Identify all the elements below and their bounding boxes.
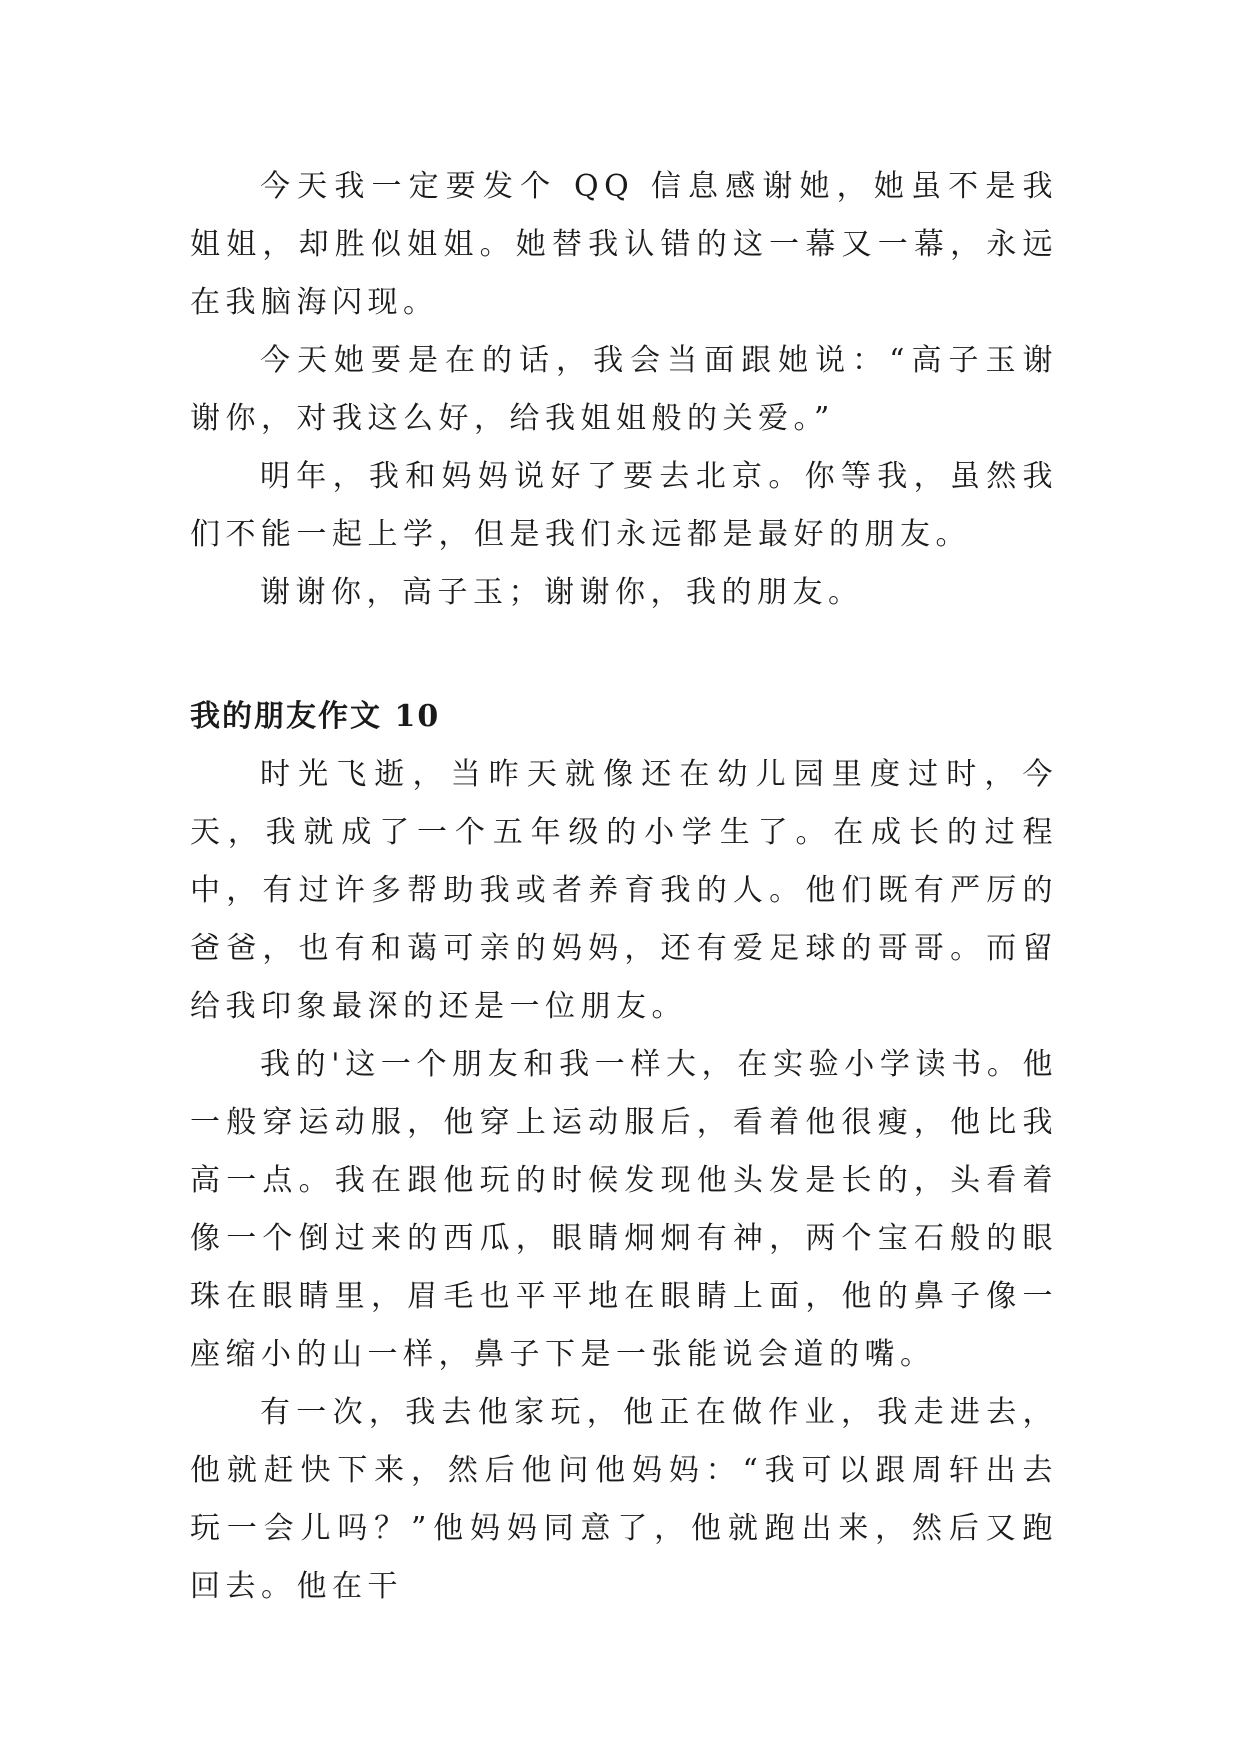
- paragraph: 今天我一定要发个 QQ 信息感谢她，她虽不是我姐姐，却胜似姐姐。她替我认错的这一幕又一幕，永远在我脑海闪现。: [190, 169, 1058, 320]
- paragraph: 有一次，我去他家玩，他正在做作业，我走进去，他就赶快下来，然后他问他妈妈：“我可以跟周轩出去玩一会儿吗？”他妈妈同意了，他就跑出来，然后又跑回去。他在干: [190, 1395, 1058, 1604]
- section-heading: 我的朋友作文 10: [190, 699, 441, 734]
- paragraph: 今天她要是在的话，我会当面跟她说：“高子玉谢谢你，对我这么好，给我姐姐般的关爱。”: [190, 343, 1058, 436]
- document-body: [190, 158, 1058, 1616]
- paragraph: 时光飞逝，当昨天就像还在幼儿园里度过时，今天，我就成了一个五年级的小学生了。在成长的过程中，有过许多帮助我或者养育我的人。他们既有严厉的爸爸，也有和蔼可亲的妈妈，还有爱足球的哥哥。而留给我印象最深的还是一位朋友。: [190, 757, 1058, 1024]
- paragraph: 明年，我和妈妈说好了要去北京。你等我，虽然我们不能一起上学，但是我们永远都是最好的朋友。: [190, 459, 1058, 552]
- paragraph: 我的'这一个朋友和我一样大，在实验小学读书。他一般穿运动服，他穿上运动服后，看着他很瘦，他比我高一点。我在跟他玩的时候发现他头发是长的，头看着像一个倒过来的西瓜，眼睛炯炯有神，两个宝石般的眼珠在眼睛里，眉毛也平平地在眼睛上面，他的鼻子像一座缩小的山一样，鼻子下是一张能说会道的嘴。: [190, 1047, 1058, 1372]
- paragraph: 谢谢你，高子玉；谢谢你，我的朋友。: [260, 575, 864, 610]
